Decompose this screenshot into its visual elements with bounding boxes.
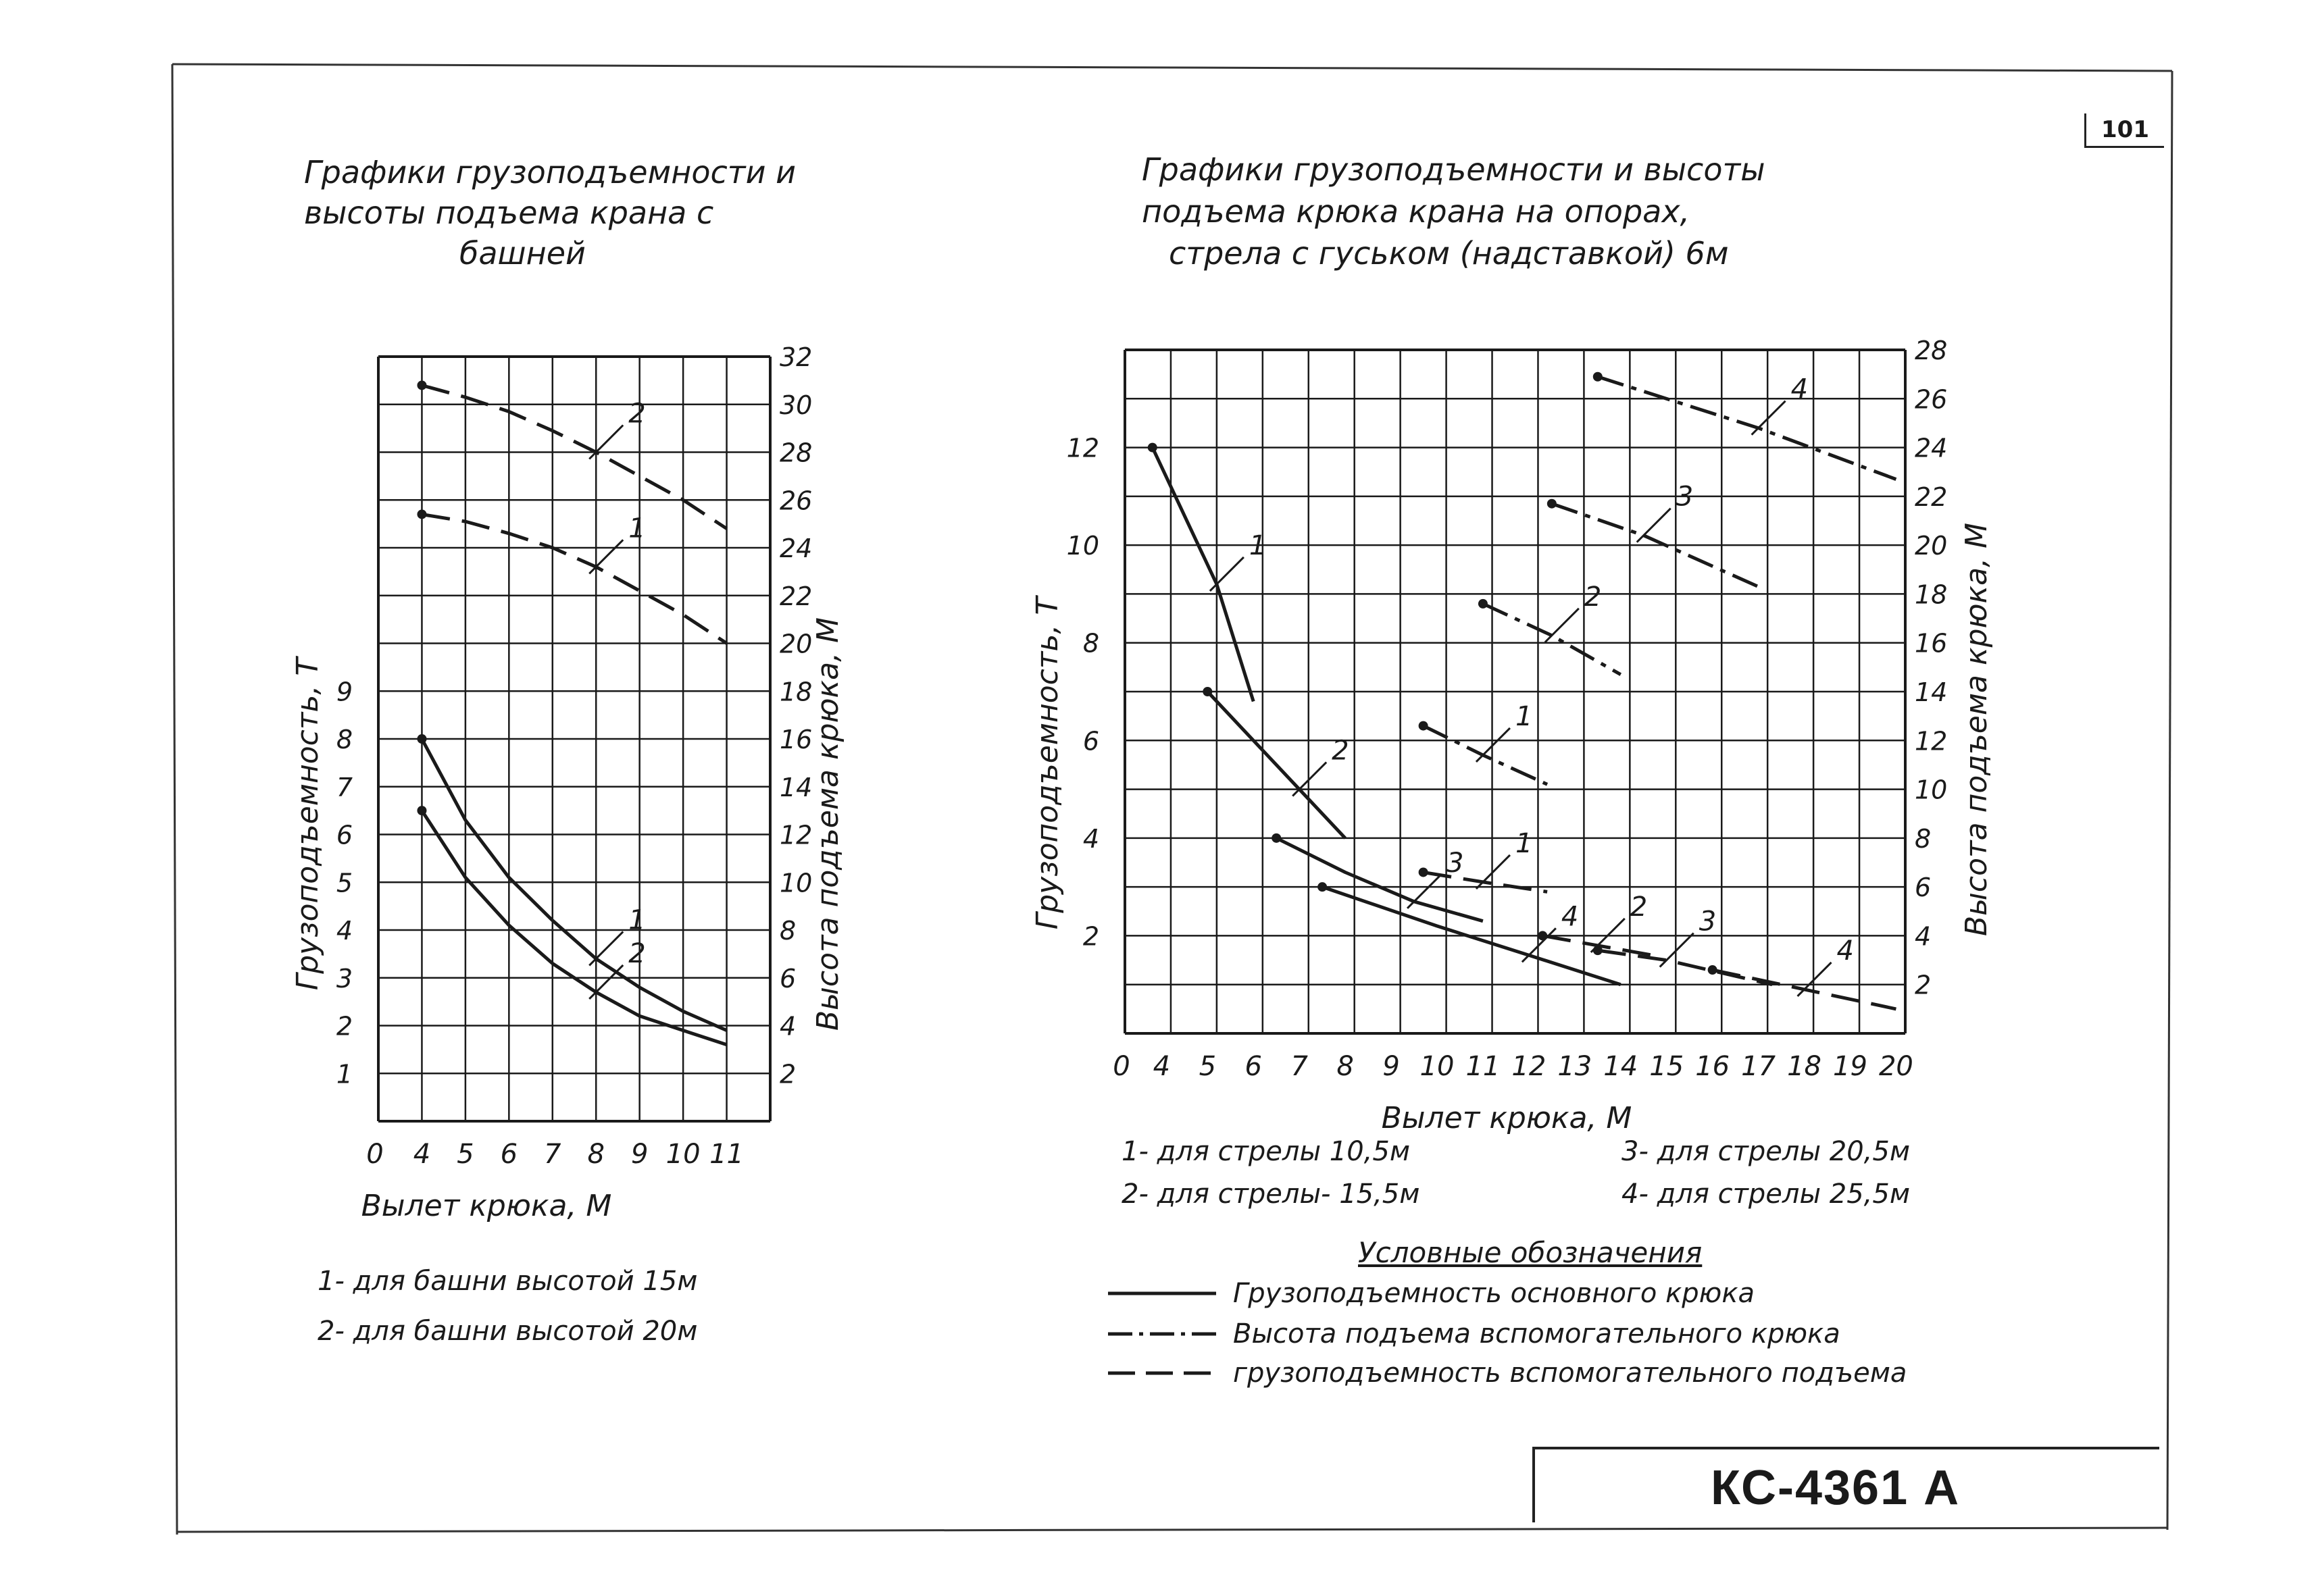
solid-line-sample	[1108, 1287, 1219, 1300]
right-chart-series-number-label: 1	[1515, 700, 1533, 732]
right-legend-item-4: 4- для стрелы 25,5м	[1621, 1179, 1910, 1210]
left-chart-x-tick-label: 10	[665, 1139, 701, 1170]
right-chart-x-tick-label: 11	[1465, 1051, 1501, 1082]
right-chart-y2-tick-label: 18	[1915, 580, 1948, 610]
right-chart-x-tick-label: 13	[1557, 1051, 1592, 1082]
left-chart-y-tick-label: 1	[336, 1059, 353, 1089]
right-chart-series-dashed-1	[1424, 873, 1548, 892]
conventions-title: Условные обозначения	[1358, 1236, 1703, 1269]
right-chart-series-label-leader	[1545, 609, 1579, 642]
right-chart-series-number-label: 2	[1584, 581, 1602, 613]
right-chart-series-number-label: 3	[1699, 906, 1717, 937]
left-chart-y2-tick-label: 28	[780, 438, 813, 468]
right-legend-item-2: 2- для стрелы- 15,5м	[1122, 1179, 1420, 1210]
left-chart-y-tick-label: 8	[336, 725, 353, 754]
left-chart-y2-tick-label: 30	[780, 390, 813, 420]
right-chart-series-start-point	[1317, 882, 1327, 892]
right-chart-y2-axis-label: Высота подъема крюка, М	[1959, 522, 1994, 937]
left-title-line-3: башней	[459, 235, 586, 272]
right-title-line-3: стрела с гуськом (надставкой) 6м	[1169, 235, 1729, 272]
left-chart-y2-tick-label: 20	[780, 629, 813, 659]
left-chart-y2-tick-label: 6	[780, 963, 797, 994]
left-chart-y-axis-label: Грузоподъемность, Т	[291, 657, 325, 991]
dashdot-line-sample	[1108, 1327, 1219, 1341]
left-chart-y-tick-label: 9	[336, 677, 353, 707]
right-chart-x-tick-label: 19	[1833, 1051, 1867, 1082]
right-chart-y2-tick-label: 8	[1915, 823, 1932, 854]
right-chart-series-number-label: 3	[1676, 481, 1694, 513]
left-chart-y-tick-label: 2	[336, 1011, 353, 1041]
left-chart-x-tick-label: 0	[366, 1139, 384, 1170]
right-chart-y2-tick-label: 10	[1915, 775, 1948, 805]
title-block	[1532, 1447, 2159, 1522]
left-chart-y2-tick-label: 2	[780, 1059, 797, 1089]
convention-dashed	[1108, 1358, 1907, 1389]
right-chart-y2-tick-label: 4	[1915, 921, 1932, 952]
right-title-line-2: подъема крюка крана на опорах,	[1142, 193, 1690, 230]
right-chart-x-tick-label: 7	[1290, 1051, 1308, 1082]
left-chart-y2-tick-label: 16	[780, 725, 813, 754]
left-chart-y2-tick-label: 4	[780, 1011, 797, 1041]
left-chart-y2-tick-label: 8	[780, 916, 797, 946]
left-chart-x-tick-label: 5	[457, 1139, 474, 1170]
left-legend-item-2: 2- для башни высотой 20м	[318, 1316, 698, 1347]
right-chart-x-tick-label: 10	[1419, 1051, 1455, 1082]
right-chart-series-solid-1	[1153, 448, 1253, 702]
right-chart-series-label-leader	[1210, 557, 1244, 591]
convention-dashdot-label: Высота подъема вспомогательного крюка	[1233, 1318, 1840, 1349]
right-chart-y-tick-label: 4	[1082, 823, 1099, 854]
right-chart-series-dashdot-1	[1424, 726, 1548, 785]
right-legend-item-1: 1- для стрелы 10,5м	[1122, 1136, 1410, 1167]
right-chart-series-label-leader	[1292, 763, 1326, 796]
left-chart-series-number-label: 2	[628, 937, 646, 969]
right-chart-series-label-leader	[1660, 933, 1694, 967]
left-chart-x-tick-label: 8	[587, 1139, 605, 1170]
right-chart-y2-tick-label: 14	[1915, 677, 1948, 707]
left-chart-series-number-label: 2	[628, 398, 646, 430]
right-chart-series-start-point	[1419, 867, 1428, 877]
right-chart-x-tick-label: 6	[1244, 1051, 1262, 1082]
right-chart-x-tick-label: 17	[1741, 1051, 1776, 1082]
left-chart-x-tick-label: 4	[413, 1139, 431, 1170]
left-chart-y2-tick-label: 10	[780, 868, 813, 898]
left-chart-y-tick-label: 5	[336, 868, 353, 898]
convention-solid	[1108, 1278, 1755, 1309]
left-chart-x-tick-label: 9	[630, 1139, 649, 1170]
right-chart-series-dashdot-4	[1598, 377, 1896, 480]
right-chart-series-start-point	[1272, 833, 1281, 843]
right-chart-x-tick-label: 18	[1787, 1051, 1821, 1082]
dashed-line-sample	[1108, 1366, 1219, 1380]
left-chart-series-number-label: 1	[628, 904, 646, 936]
right-chart-y-tick-label: 2	[1082, 921, 1099, 952]
right-chart-y2-tick-label: 26	[1915, 384, 1948, 415]
right-chart-series-label-leader	[1476, 728, 1510, 762]
left-chart-y2-tick-label: 14	[780, 772, 813, 802]
right-chart-y2-tick-label: 22	[1915, 482, 1948, 512]
left-title-line-1: Графики грузоподъемности и	[304, 154, 796, 190]
right-chart-series-number-label: 1	[1249, 530, 1267, 561]
right-chart-y-axis-label: Грузоподъемность, Т	[1030, 596, 1065, 930]
right-chart-series-dashed-3	[1598, 950, 1772, 985]
right-chart-y-tick-label: 12	[1066, 433, 1099, 463]
right-chart-y2-tick-label: 12	[1915, 726, 1948, 756]
right-chart-y2-tick-label: 20	[1915, 531, 1948, 561]
right-chart-series-start-point	[1419, 721, 1428, 731]
right-chart-series-start-point	[1538, 931, 1547, 940]
left-chart-y2-tick-label: 18	[780, 677, 813, 707]
right-chart-x-tick-label: 5	[1199, 1051, 1217, 1082]
right-chart-series-start-point	[1708, 965, 1717, 975]
right-chart-series-number-label: 2	[1332, 735, 1349, 767]
left-chart-y-tick-label: 3	[336, 963, 353, 994]
right-chart-y2-tick-label: 2	[1915, 970, 1932, 1000]
right-chart-series-number-label: 3	[1447, 847, 1464, 879]
left-chart-y2-tick-label: 26	[780, 486, 813, 516]
right-chart-series-start-point	[1593, 372, 1603, 382]
right-chart-series-start-point	[1593, 946, 1603, 955]
right-chart-y2-tick-label: 28	[1915, 336, 1948, 365]
right-chart-y2-tick-label: 16	[1915, 628, 1948, 659]
left-chart-y2-tick-label: 22	[780, 581, 813, 611]
left-chart-y-tick-label: 6	[336, 820, 353, 850]
left-chart-x-tick-label: 6	[500, 1139, 518, 1170]
right-chart-series-start-point	[1148, 443, 1157, 453]
right-chart-series-number-label: 4	[1561, 901, 1579, 933]
right-chart-series-number-label: 4	[1836, 935, 1854, 967]
right-chart-y2-tick-label: 6	[1915, 873, 1932, 903]
right-chart-series-number-label: 1	[1515, 827, 1533, 859]
page-number: 101	[2084, 113, 2164, 148]
left-chart-y2-axis-label: Высота подъема крюка, М	[811, 617, 845, 1031]
drawing-code: КС-4361 А	[1711, 1461, 1961, 1515]
right-chart-x-tick-label: 9	[1382, 1051, 1400, 1082]
right-chart-series-number-label: 4	[1790, 374, 1809, 405]
left-chart-y-tick-label: 7	[336, 772, 353, 802]
right-chart-x-tick-label: 12	[1511, 1051, 1546, 1082]
convention-dashdot	[1108, 1318, 1840, 1349]
right-title-line-1: Графики грузоподъемности и высоты	[1142, 151, 1765, 188]
right-chart-x-tick-label: 20	[1878, 1051, 1913, 1082]
right-chart-series-start-point	[1547, 499, 1557, 509]
left-chart-x-axis-label: Вылет крюка, М	[361, 1189, 612, 1223]
right-chart-y-tick-label: 8	[1082, 628, 1099, 659]
right-chart-series-number-label: 2	[1630, 891, 1648, 923]
right-chart-series-label-leader	[1752, 401, 1786, 435]
convention-solid-label: Грузоподъемность основного крюка	[1233, 1278, 1755, 1309]
right-chart-y-tick-label: 6	[1082, 726, 1099, 756]
right-chart-x-tick-label: 8	[1336, 1051, 1354, 1082]
right-chart-series-dashdot-2	[1483, 604, 1621, 675]
left-legend	[318, 1256, 697, 1356]
right-chart-x-tick-label: 15	[1649, 1051, 1684, 1082]
left-chart-series-number-label: 1	[628, 513, 646, 544]
right-chart-x-tick-label: 14	[1603, 1051, 1638, 1082]
right-chart-x-tick-label: 0	[1113, 1051, 1130, 1082]
left-chart-x-tick-label: 7	[544, 1139, 561, 1170]
right-chart-x-tick-label: 16	[1695, 1051, 1730, 1082]
right-chart-x-axis-label: Вылет крюка, М	[1381, 1101, 1632, 1135]
right-chart-series-start-point	[1478, 599, 1488, 609]
left-legend-item-1: 1- для башни высотой 15м	[318, 1266, 698, 1297]
right-chart-x-tick-label: 4	[1153, 1051, 1171, 1082]
convention-dashed-label: грузоподъемность вспомогательного подъема	[1233, 1358, 1907, 1389]
left-chart-x-tick-label: 11	[709, 1139, 745, 1170]
left-title-line-2: высоты подъема крана с	[304, 195, 714, 231]
right-chart-series-start-point	[1203, 687, 1212, 696]
right-chart-y2-tick-label: 24	[1915, 433, 1948, 463]
right-chart-series-label-leader	[1637, 509, 1671, 542]
left-chart-y2-tick-label: 12	[780, 820, 813, 850]
left-chart-y2-tick-label: 24	[780, 534, 813, 563]
right-chart-y-tick-label: 10	[1066, 531, 1099, 561]
left-chart-y2-tick-label: 32	[780, 342, 813, 372]
right-legend-item-3: 3- для стрелы 20,5м	[1621, 1136, 1910, 1167]
left-chart-y-tick-label: 4	[336, 916, 353, 946]
